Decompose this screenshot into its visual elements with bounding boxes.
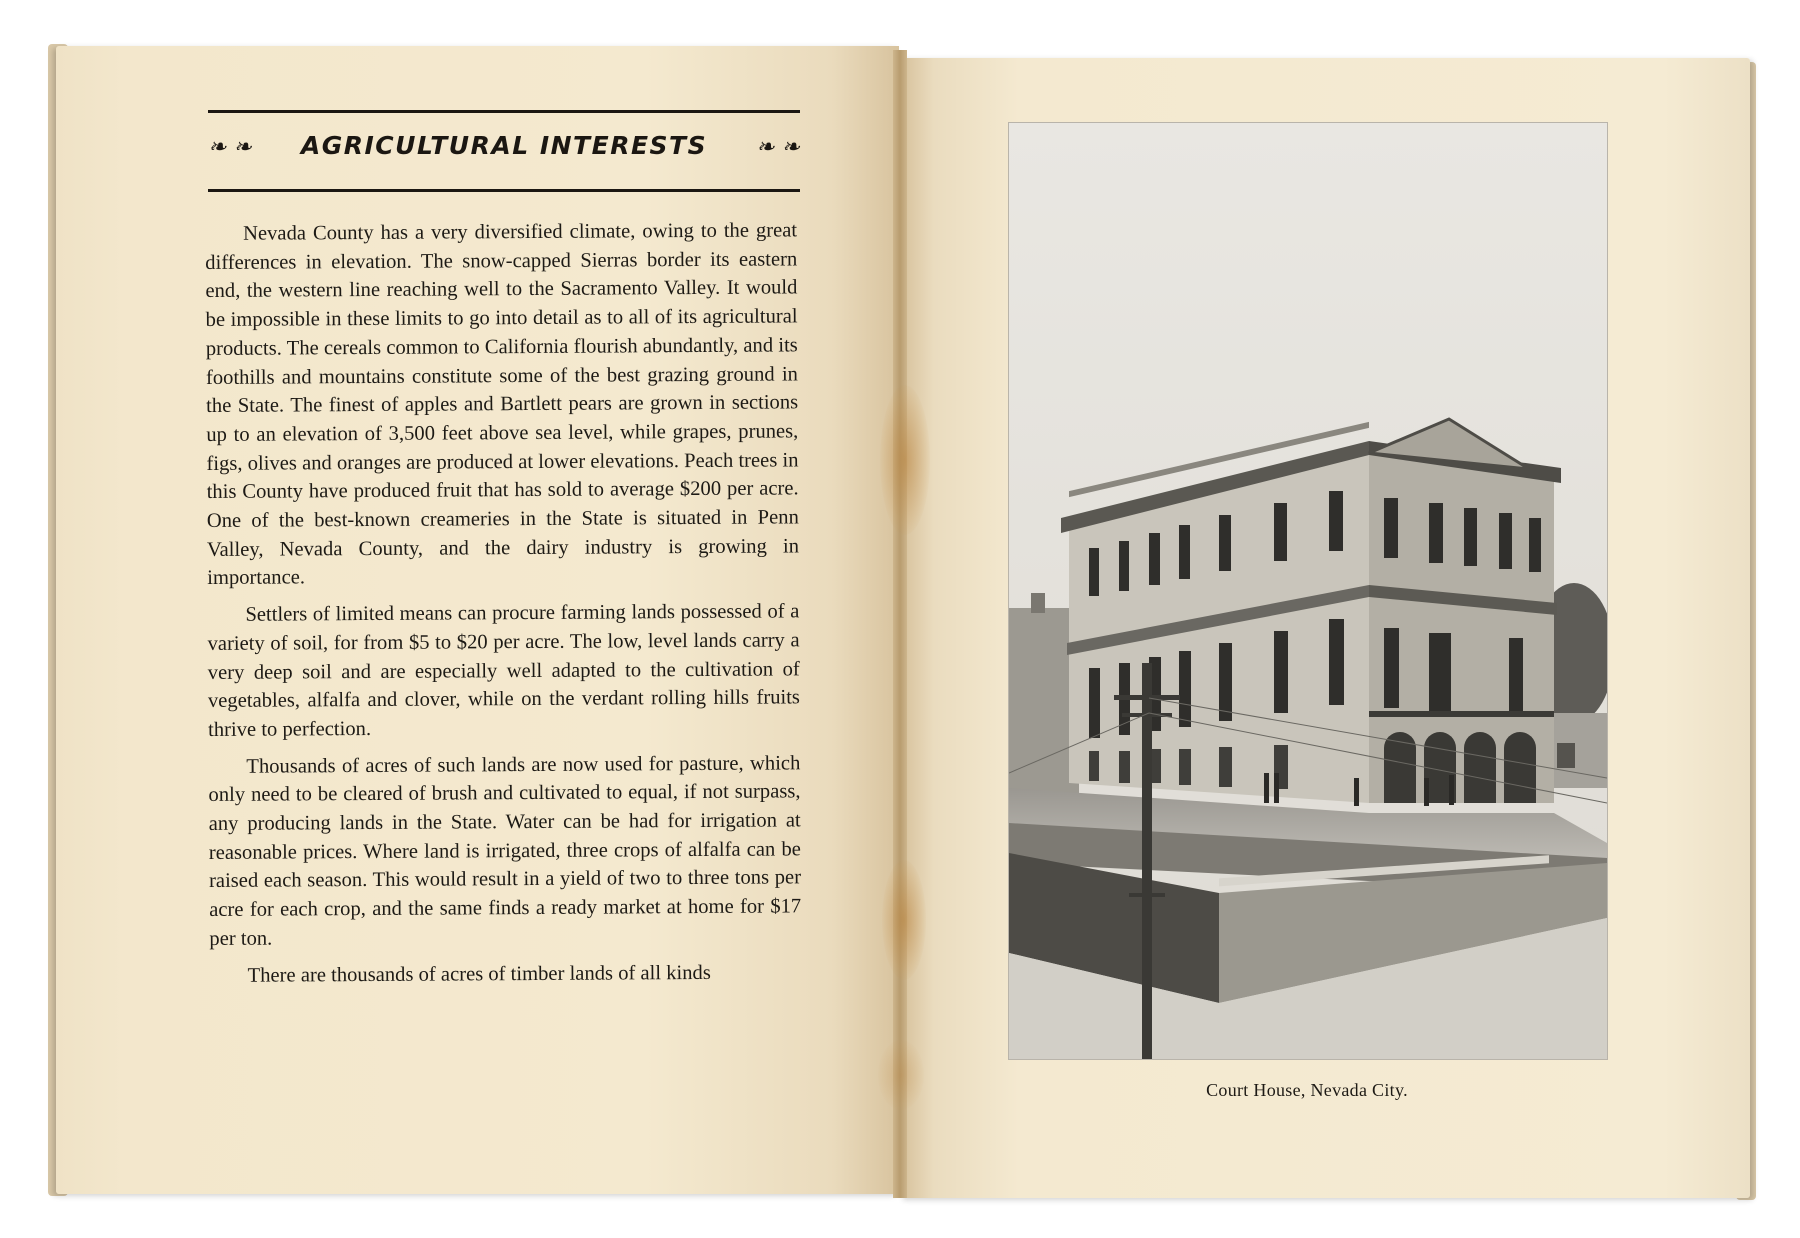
- stain-mark: [882, 860, 926, 980]
- court-house-photo: [1008, 122, 1608, 1060]
- photo-caption: Court House, Nevada City.: [1206, 1080, 1408, 1100]
- section-header: [208, 110, 800, 192]
- fleuron-ornament-icon: ❧ ❧: [756, 135, 800, 160]
- stain-mark: [880, 385, 930, 535]
- book-gutter: [893, 50, 907, 1198]
- paragraph: Nevada County has a very diversified climate, owing to the great differences in elevation. The snow-capped Sierras border its eastern end, the western line reaching well to the Sacramento Valley. It would be impossible in these limits to go into detail as to all of its agricultural products. The cereals common to California flourish abundantly, and its foothills and mountains constitute some of the best grazing ground in the State. The finest of apples and Bartlett pears are grown in sections up to an elevation of 3,500 feet above sea level, while grapes, prunes, figs, olives and oranges are produced at lower elevations. Peach trees in this County have produced fruit that has sold to average $200 per acre. One of the best-known creameries in the State is situated in Penn Valley, Nevada County, and the dairy industry is growing in importance.: [205, 219, 800, 590]
- fleuron-ornament-icon: ❧ ❧: [208, 135, 252, 160]
- stain-mark: [878, 1040, 924, 1110]
- page-title: AGRICULTURAL INTERESTS: [300, 131, 708, 160]
- body-text: [205, 216, 802, 998]
- paragraph: Settlers of limited means can procure farming lands possessed of a variety of soil, for from $5 to $20 per acre. The low, level lands carry a very deep soil and are especially well adapted to the cultivation of vegetables, alfalfa and clover, while on the verdant rolling hills fruits thrive to perfection.: [207, 600, 800, 741]
- paragraph: There are thousands of acres of timber lands of all kinds: [247, 961, 711, 987]
- paragraph: Thousands of acres of such lands are now used for pasture, which only need to be cleared of brush and cultivated to equal, if not surpass, any producing lands in the State. Water can be had for irrigation at reasonable prices. Where land is irrigated, three crops of alfalfa can be raised each season. This would result in a yield of two to three tons per acre for each crop, and the same finds a ready market at home for $17 per ton.: [208, 752, 802, 950]
